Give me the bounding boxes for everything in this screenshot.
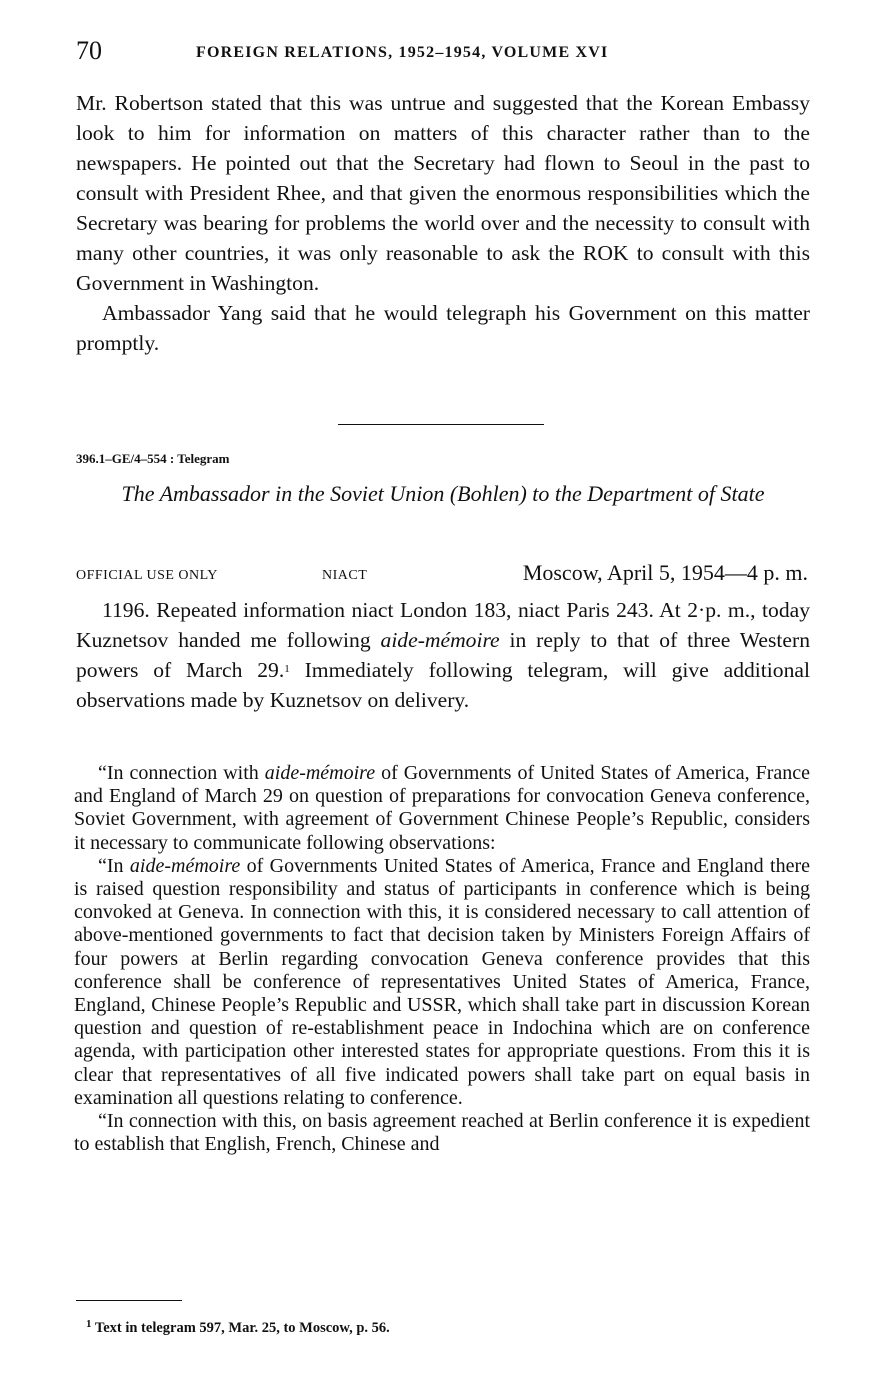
intro-part-c: Immediately following telegram, will give additional observations made by Kuznetsov on delivery. xyxy=(76,658,810,712)
quote1-term: aide-mémoire xyxy=(264,762,376,784)
continuation-paragraph-1: Mr. Robertson stated that this was untrue and suggested that the Korean Embassy look to him for information on matters of this character rather than to the newspapers. He pointed out that the Secretary had flown to Seoul in the past to consult with President Rhee, and that given the enormous responsibilities which the Secretary was bearing for problems the world over and the necessity to consult with many other countries, it was only reasonable to ask the ROK to consult with this Government in Washington. xyxy=(76,91,810,295)
dateline: Moscow, April 5, 1954—4 p. m. xyxy=(522,560,808,585)
intro-part-b: in reply to that of three Western powers of March 29. xyxy=(76,628,810,682)
quote-paragraph-2 xyxy=(74,855,810,1110)
quote1-part-b: of Governments of United States of America, France and England of March 29 on question of preparations for convocation Geneva conference, Soviet Government, with agreement of Government Chinese People’s Republic, considers it necessary to communicate following observations: xyxy=(74,762,810,854)
quote2-part-b: of Governments United States of America, France and England there is raised question responsibility and status of participants in conference which is being convoked at Geneva. In connection with this, it is considered necessary to call attention of above-mentioned governments to fact that decision taken by Ministers Foreign Affairs of four powers at Berlin regarding convocation Geneva conference provides that this conference shall be conference of representatives United States of America, France, England, Chinese People’s Republic and USSR, which shall take part in discussion Korean question and question of re-establishment peace in Indochina which are on conference agenda, with participation other interested states for appropriate questions. From this it is clear that representatives of all five indicated powers shall take part on equal basis in examination all questions relating to conference. xyxy=(74,854,810,1109)
continuation-text xyxy=(76,88,810,358)
intro-part-a: 1196. Repeated information niact London 183, niact Paris 243. At 2·p. m., today Kuznetsov handed me following xyxy=(76,598,810,652)
classification-line xyxy=(76,560,810,590)
footnote-rule xyxy=(76,1300,182,1301)
quote-paragraph-1 xyxy=(74,762,810,855)
footnote-text: Text in telegram 597, Mar. 25, to Moscow, p. 56. xyxy=(91,1320,390,1336)
running-title: FOREIGN RELATIONS, 1952–1954, VOLUME XVI xyxy=(196,44,609,61)
page-number: 70 xyxy=(76,36,102,65)
quote2-part-a: “In xyxy=(98,854,130,877)
section-separator xyxy=(338,424,544,425)
quote1-part-a: “In connection with xyxy=(98,762,265,784)
aide-memoire-quote xyxy=(74,762,810,1156)
footnote xyxy=(86,1320,390,1337)
classification-label: OFFICIAL USE ONLY xyxy=(76,568,218,583)
telegram-intro xyxy=(76,595,810,715)
precedence-label: NIACT xyxy=(322,568,368,583)
intro-term: aide-mémoire xyxy=(380,628,500,652)
document-title: The Ambassador in the Soviet Union (Bohlen) to the Department of State xyxy=(121,481,765,506)
file-reference: 396.1–GE/4–554 : Telegram xyxy=(76,451,230,466)
running-head xyxy=(76,36,810,70)
quote2-term: aide-mémoire xyxy=(129,854,241,877)
footnote-mark: 1 xyxy=(86,1318,92,1330)
continuation-paragraph-2: Ambassador Yang said that he would telegraph his Government on this matter promptly. xyxy=(76,301,810,355)
quote-paragraph-3: “In connection with this, on basis agreement reached at Berlin conference it is expedient to establish that English, French, Chinese and xyxy=(74,1110,810,1156)
footnote-reference: 1 xyxy=(284,663,290,675)
